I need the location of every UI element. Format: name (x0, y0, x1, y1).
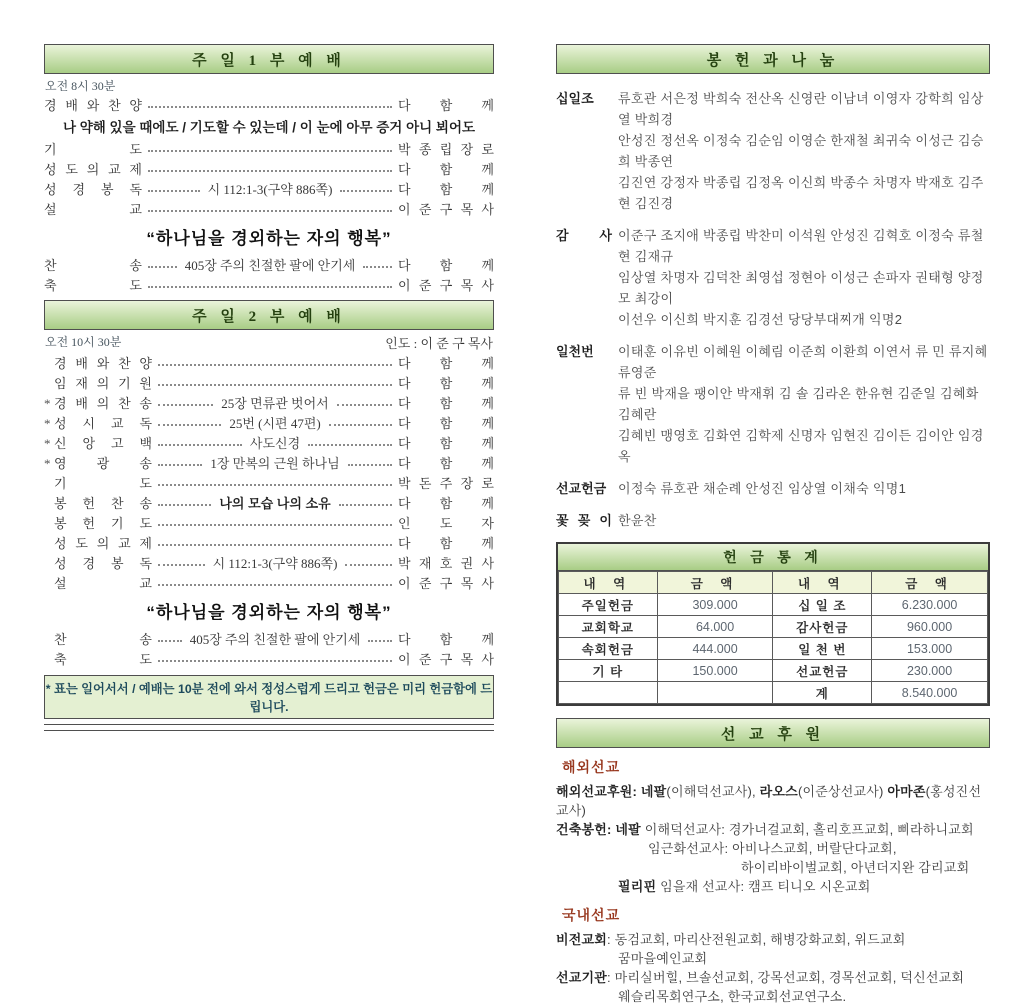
order-label: 축 도 (44, 278, 142, 293)
stats-amount-cell: 309.000 (657, 594, 773, 616)
stats-table (558, 571, 988, 704)
domestic-mission-lines (556, 930, 990, 1006)
order-label: 임 재 의 기 원 (54, 376, 152, 391)
dot-leader (158, 582, 392, 586)
order-detail: 25장 면류관 벗어서 (221, 396, 329, 411)
dot-leader (158, 562, 205, 566)
dot-leader (345, 562, 392, 566)
star-mark: * (44, 436, 51, 451)
mission-line-segment: (이해덕선교사), (666, 784, 760, 799)
order-row (44, 374, 494, 394)
dot-leader (339, 502, 392, 506)
order-row (44, 514, 494, 534)
order-label: 성 도 의 교 제 (44, 162, 142, 177)
overseas-mission-heading: 해외선교 (562, 759, 621, 775)
order-person: 다 함 께 (398, 182, 495, 197)
mission-section (556, 718, 990, 1006)
right-column (556, 44, 990, 1006)
offering-group-label: 선교헌금 (556, 481, 607, 496)
offering-names-line: 이준구 조지애 박종립 박찬미 이석원 안성진 김혁호 이정숙 류철현 김재규 (618, 228, 984, 264)
order-person: 다 함 께 (398, 162, 494, 177)
order-label: 경 배 의 찬 송 (54, 396, 152, 411)
order-person: 다 함 께 (398, 396, 494, 411)
dot-leader (337, 402, 392, 406)
service1-time: 오전 8시 30분 (45, 79, 116, 93)
order-label: 축 도 (54, 652, 152, 667)
order-row (44, 160, 494, 180)
stats-category-cell: 일 천 번 (773, 638, 872, 660)
stats-amount-cell: 64.000 (657, 616, 773, 638)
offering-group (556, 341, 990, 467)
dot-leader (158, 362, 392, 366)
order-label: 성 경 봉 독 (54, 556, 152, 571)
order-row (44, 534, 494, 554)
dot-leader (363, 264, 392, 268)
stats-amount-cell: 8.540.000 (872, 682, 988, 704)
order-label: 봉 헌 기 도 (54, 516, 152, 531)
stats-amount-cell: 150.000 (657, 660, 773, 682)
offering-group (556, 510, 990, 531)
dot-leader (158, 442, 242, 446)
order-person: 박 돈 주 장 로 (398, 476, 494, 491)
mission-line-segment: 임근화선교사: 아비나스교회, 버랄단다교회, (648, 841, 897, 856)
order-person: 이 준 구 목 사 (398, 278, 494, 293)
order-row (44, 630, 494, 650)
dot-leader (148, 168, 392, 172)
dot-leader (148, 208, 392, 212)
mission-line-segment: (이준상선교사) (797, 784, 888, 799)
service-note: * 표는 일어서서 / 예배는 10분 전에 와서 정성스럽게 드리고 헌금은 미리 헌금함에 드립니다. (44, 675, 494, 719)
mission-line-segment: 임을재 선교사: 캠프 티니오 시온교회 (656, 879, 871, 894)
order-label: 설 교 (44, 202, 142, 217)
dot-leader (158, 502, 211, 506)
mission-line (556, 930, 990, 949)
order-person: 다 함 께 (398, 536, 494, 551)
overseas-mission-lines (556, 782, 990, 896)
stats-amount-cell (657, 682, 773, 704)
mission-line (556, 820, 990, 839)
order-label: 찬 송 (54, 632, 152, 647)
stats-category-cell: 선교헌금 (773, 660, 872, 682)
mission-line-segment: 이해덕선교사: 경가너걸교회, 홀리호프교회, 삐라하니교회 (640, 822, 974, 837)
mission-line-segment: : 마리실버힐, 브솔선교회, 강목선교회, 경목선교회, 덕신선교회 (607, 970, 965, 985)
stats-amount-cell: 960.000 (872, 616, 988, 638)
order-person: 다 함 께 (398, 496, 494, 511)
mission-line-segment: : 동검교회, 마리산전원교회, 해병강화교회, 위드교회 (607, 932, 906, 947)
dot-leader (158, 542, 392, 546)
stats-category-cell: 기 타 (559, 660, 658, 682)
service1-time-row (45, 77, 493, 94)
star-mark: * (44, 416, 51, 431)
mission-line-bold-segment: 필리핀 (618, 879, 657, 894)
mission-line (556, 858, 990, 877)
order-person: 이 준 구 목 사 (398, 202, 494, 217)
mission-line-bold-segment: 해외선교후원: (556, 784, 641, 799)
order-row (44, 256, 494, 276)
order-detail: 25번 (시편 47편) (229, 416, 321, 431)
dot-leader (158, 658, 392, 662)
offering-stats-box (556, 542, 990, 706)
offering-names-line: 임상열 차명자 김덕찬 최영섭 정현아 이성근 손파자 권태형 양정모 최강이 (618, 270, 984, 306)
mission-line (556, 839, 990, 858)
order-label: 기 도 (44, 142, 142, 157)
dot-leader (148, 104, 392, 108)
offering-group-label: 십일조 (556, 91, 594, 106)
order-label: 경 배 와 찬 양 (54, 356, 152, 371)
order-row (44, 96, 494, 116)
order-label: 성 경 봉 독 (44, 182, 142, 197)
mission-line-segment: (홍성진선교사) (556, 784, 982, 818)
stats-category-cell (559, 682, 658, 704)
domestic-mission-heading: 국내선교 (562, 907, 621, 923)
order-row (44, 200, 494, 220)
mission-line (556, 782, 990, 820)
order-person: 박 재 호 권 사 (398, 556, 495, 571)
service2-time-row (45, 333, 493, 352)
offering-names-line: 김혜빈 맹영호 김화연 김학제 신명자 임현진 김이든 김이안 임경옥 (618, 428, 984, 464)
order-label: 신 앙 고 백 (54, 436, 152, 451)
order-row (44, 354, 494, 374)
stats-category-cell: 주일헌금 (559, 594, 658, 616)
offering-group (556, 225, 990, 330)
stats-header-cell: 금 액 (657, 572, 773, 594)
order-person: 인 도 자 (398, 516, 494, 531)
offering-group-label: 감 사 (556, 228, 612, 243)
dot-leader (158, 402, 213, 406)
stats-row (559, 594, 988, 616)
order-person: 다 함 께 (398, 456, 494, 471)
order-row (44, 650, 494, 670)
mission-line (556, 987, 990, 1006)
service2-header: 주 일 2 부 예 배 (44, 300, 494, 330)
dot-leader (148, 188, 200, 192)
order-person: 다 함 께 (398, 632, 495, 647)
mission-line (556, 949, 990, 968)
dot-leader (158, 422, 221, 426)
order-label: 경 배 와 찬 양 (44, 98, 142, 113)
mission-line-segment: 웨슬리목회연구소, 한국교회선교연구소. (618, 989, 847, 1004)
mission-line (556, 968, 990, 987)
order-label: 봉 헌 찬 송 (54, 496, 152, 511)
order-row (44, 140, 494, 160)
mission-line (556, 877, 990, 896)
dot-leader (329, 422, 392, 426)
order-detail: 시 112:1-3(구약 886쪽) (212, 556, 338, 571)
dot-leader (308, 442, 392, 446)
stats-amount-cell: 230.000 (872, 660, 988, 682)
order-row (44, 554, 494, 574)
stats-header-cell: 내 역 (773, 572, 872, 594)
offering-groups (556, 88, 990, 531)
stats-header-cell: 금 액 (872, 572, 988, 594)
dot-leader (158, 522, 392, 526)
offering-names-line: 류 빈 박재을 팽이안 박재휘 김 솔 김라온 한유현 김준일 김혜화 김혜란 (618, 386, 979, 422)
stats-title: 헌 금 통 계 (558, 544, 988, 571)
order-row (44, 414, 494, 434)
offering-header: 봉 헌 과 나 눔 (556, 44, 990, 74)
order-label: 설 교 (54, 576, 152, 591)
mission-line-bold-segment: 네팔 (615, 822, 641, 837)
service2-leader: 인도 : 이 준 구 목사 (385, 336, 493, 351)
service2-order-list (44, 354, 494, 670)
service1-order-list (44, 96, 494, 296)
order-label: 영 광 송 (54, 456, 152, 471)
stats-header-cell: 내 역 (559, 572, 658, 594)
star-mark: * (44, 456, 51, 471)
mission-line-bold-segment: 건축봉헌: (556, 822, 616, 837)
dot-leader (348, 462, 392, 466)
offering-names-line: 이선우 이신희 박지훈 김경선 당당부대찌개 익명2 (618, 312, 903, 327)
mission-line-bold-segment: 선교기관 (556, 970, 608, 985)
dot-leader (368, 638, 392, 642)
stats-category-cell: 십 일 조 (773, 594, 872, 616)
stats-row (559, 660, 988, 682)
dot-leader (148, 264, 177, 268)
service1-header: 주 일 1 부 예 배 (44, 44, 494, 74)
dot-leader (148, 148, 392, 152)
order-row (44, 180, 494, 200)
mission-line-segment: 꿈마을예인교회 (618, 951, 708, 966)
stats-category-cell: 교회학교 (559, 616, 658, 638)
hymn-text: 나 약해 있을 때에도 / 기도할 수 있는데 / 이 눈에 아무 증거 아니 뵈어도 (62, 120, 476, 135)
stats-category-cell: 속회헌금 (559, 638, 658, 660)
order-person: 다 함 께 (398, 356, 494, 371)
order-row (44, 276, 494, 296)
order-detail: 405장 주의 친절한 팔에 안기세 (189, 632, 361, 647)
stats-category-cell: 감사헌금 (773, 616, 872, 638)
stats-row (559, 638, 988, 660)
mission-line-bold-segment: 아마존 (887, 784, 926, 799)
order-label: 기 도 (54, 476, 152, 491)
order-detail: 시 112:1-3(구약 886쪽) (207, 182, 333, 197)
stats-amount-cell: 153.000 (872, 638, 988, 660)
offering-names-line: 류호관 서은정 박희숙 전산옥 신영란 이남녀 이영자 강학희 임상열 박희경 (618, 91, 984, 127)
order-person: 박 종 립 장 로 (398, 142, 494, 157)
offering-names-line: 안성진 정선옥 이정숙 김순임 이영순 한재철 최귀숙 이성근 김승희 박종연 (618, 133, 984, 169)
dot-leader (158, 638, 182, 642)
order-person: 다 함 께 (398, 416, 495, 431)
order-person: 다 함 께 (398, 436, 495, 451)
order-person: 이 준 구 목 사 (398, 652, 494, 667)
mission-header: 선 교 후 원 (556, 718, 990, 748)
star-mark: * (44, 396, 51, 411)
order-label: 찬 송 (44, 258, 142, 273)
order-detail: 405장 주의 친절한 팔에 안기세 (184, 258, 356, 273)
offering-group (556, 88, 990, 214)
order-label: 성 도 의 교 제 (54, 536, 152, 551)
order-detail: 나의 모습 나의 소유 (219, 496, 331, 511)
offering-names-line: 김진연 강정자 박종립 김정옥 이신희 박종수 차명자 박재호 김주현 김진경 (618, 175, 984, 211)
order-person: 다 함 께 (398, 258, 495, 273)
dot-leader (340, 188, 392, 192)
offering-names-line: 이정숙 류호관 채순례 안성진 임상열 이채숙 익명1 (618, 481, 907, 496)
order-label: 성 시 교 독 (54, 416, 152, 431)
offering-group (556, 478, 990, 499)
dot-leader (148, 284, 392, 288)
order-row (44, 434, 494, 454)
dot-leader (158, 382, 392, 386)
stats-row (559, 616, 988, 638)
mission-line-bold-segment: 비전교회 (556, 932, 608, 947)
order-row (44, 454, 494, 474)
order-person: 다 함 께 (398, 376, 494, 391)
stats-amount-cell: 6.230.000 (872, 594, 988, 616)
stats-category-cell: 계 (773, 682, 872, 704)
order-person: 다 함 께 (398, 98, 494, 113)
service2-time: 오전 10시 30분 (45, 335, 122, 349)
offering-names-line: 한윤찬 (618, 513, 657, 528)
order-row (44, 494, 494, 514)
sermon-title: “하나님을 경외하는 자의 행복” (146, 229, 392, 248)
order-person: 이 준 구 목 사 (398, 576, 494, 591)
order-row (44, 474, 494, 494)
dot-leader (158, 482, 392, 486)
offering-names-line: 이태훈 이유빈 이혜원 이혜림 이준희 이환희 이연서 류 민 류지혜 류영준 (618, 344, 988, 380)
offering-group-label: 꽃 꽂 이 (556, 513, 612, 528)
sermon-title: “하나님을 경외하는 자의 행복” (146, 603, 392, 622)
dot-leader (158, 462, 202, 466)
bottom-rule (44, 724, 494, 731)
offering-group-label: 일천번 (556, 344, 594, 359)
order-detail: 1장 만복의 근원 하나님 (210, 456, 340, 471)
stats-amount-cell: 444.000 (657, 638, 773, 660)
order-detail: 사도신경 (249, 436, 301, 451)
order-row (44, 574, 494, 594)
mission-line-segment: 하이리바이벌교회, 아년더지완 감리교회 (741, 860, 970, 875)
order-row (44, 394, 494, 414)
mission-line-bold-segment: 라오스 (759, 784, 798, 799)
mission-line-bold-segment: 네팔 (640, 784, 667, 799)
left-column (44, 44, 494, 731)
stats-row (559, 682, 988, 704)
